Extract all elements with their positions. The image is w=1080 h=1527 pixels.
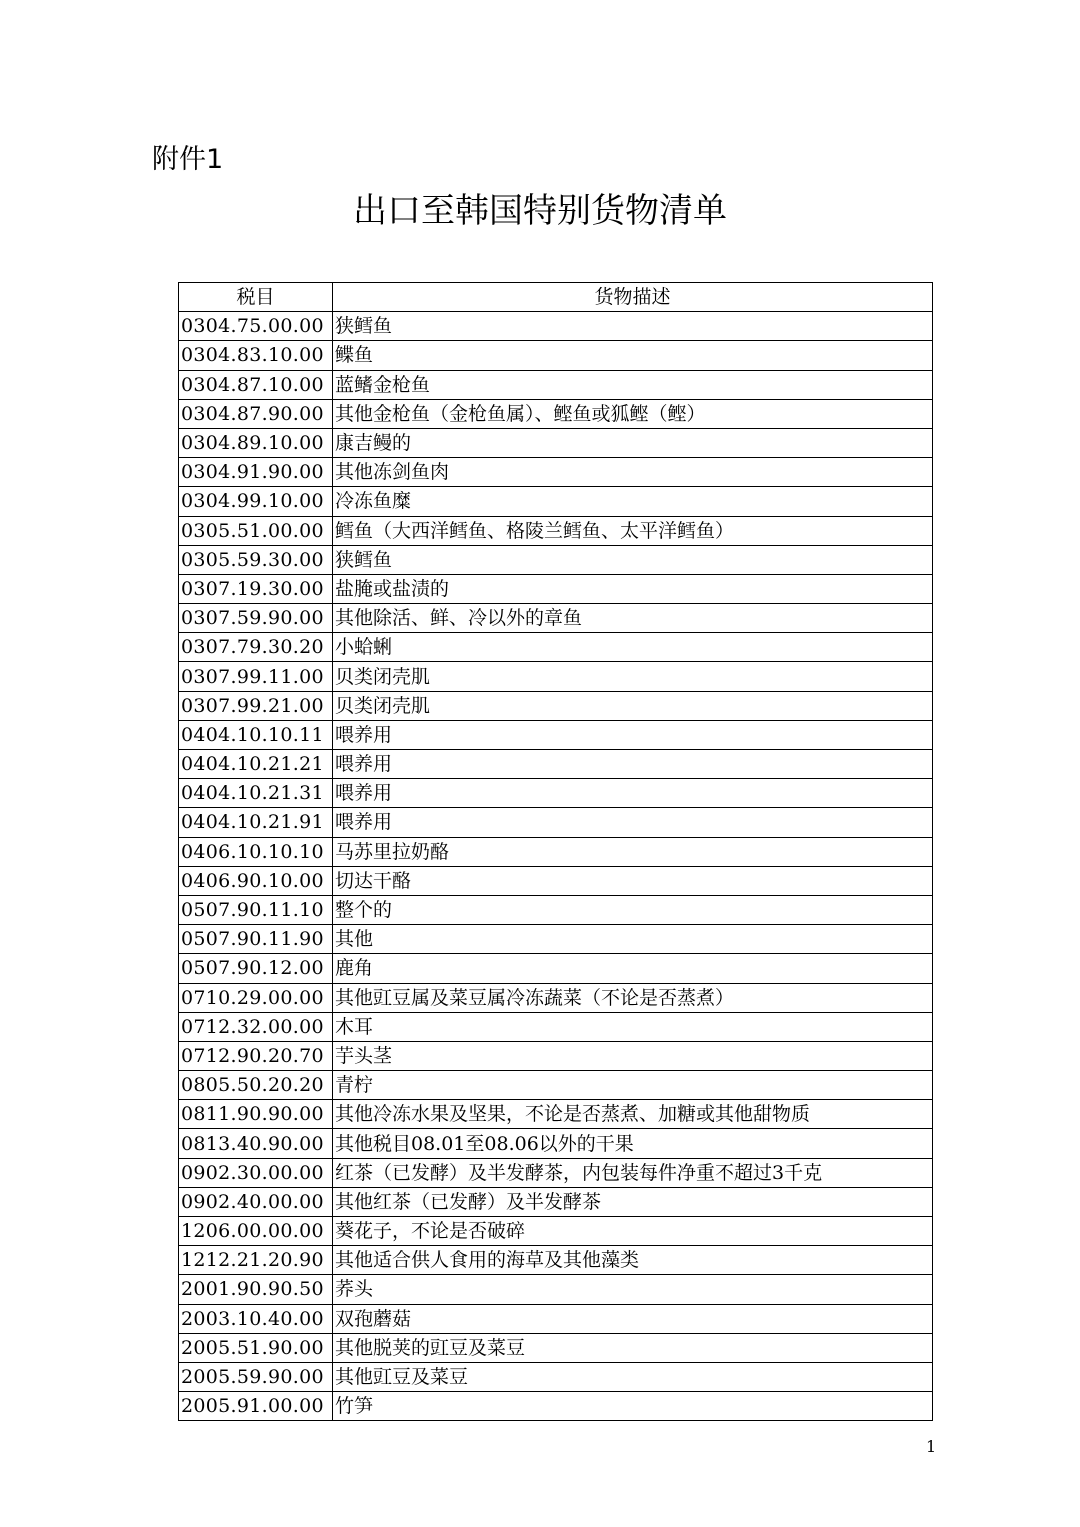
table-row	[179, 895, 933, 924]
description-cell: 其他金枪鱼（金枪鱼属）、鲣鱼或狐鲣（鲣）	[333, 399, 933, 428]
tariff-code-cell: 0307.99.11.00	[179, 662, 333, 691]
description-cell: 喂养用	[333, 750, 933, 779]
tariff-code-cell: 0305.51.00.00	[179, 516, 333, 545]
description-cell: 双孢蘑菇	[333, 1304, 933, 1333]
description-cell: 喂养用	[333, 779, 933, 808]
description-cell: 青柠	[333, 1071, 933, 1100]
description-cell: 整个的	[333, 895, 933, 924]
tariff-code-cell: 0902.40.00.00	[179, 1187, 333, 1216]
table-row	[179, 545, 933, 574]
tariff-code-cell: 2003.10.40.00	[179, 1304, 333, 1333]
description-cell: 小蛤蜊	[333, 633, 933, 662]
tariff-code-cell: 0307.19.30.00	[179, 574, 333, 603]
tariff-code-cell: 0404.10.21.31	[179, 779, 333, 808]
description-cell: 盐腌或盐渍的	[333, 574, 933, 603]
table-row	[179, 428, 933, 457]
tariff-code-cell: 0902.30.00.00	[179, 1158, 333, 1187]
description-cell: 喂养用	[333, 720, 933, 749]
table-row	[179, 1304, 933, 1333]
table-row	[179, 1187, 933, 1216]
table-row	[179, 458, 933, 487]
description-cell: 红茶（已发酵）及半发酵茶，内包装每件净重不超过3千克	[333, 1158, 933, 1187]
description-cell: 切达干酪	[333, 866, 933, 895]
tariff-code-cell: 2001.90.90.50	[179, 1275, 333, 1304]
tariff-code-cell: 0307.59.90.00	[179, 604, 333, 633]
tariff-code-cell: 0304.89.10.00	[179, 428, 333, 457]
table-row	[179, 720, 933, 749]
table-header-row	[179, 283, 933, 312]
table-row	[179, 1158, 933, 1187]
tariff-code-cell: 0307.99.21.00	[179, 691, 333, 720]
tariff-code-cell: 0304.83.10.00	[179, 341, 333, 370]
description-cell: 木耳	[333, 1012, 933, 1041]
table-row	[179, 487, 933, 516]
description-cell: 其他脱荚的豇豆及菜豆	[333, 1333, 933, 1362]
table-row	[179, 837, 933, 866]
table-row	[179, 1100, 933, 1129]
table-row	[179, 1392, 933, 1421]
table-row	[179, 341, 933, 370]
tariff-code-cell: 0507.90.11.10	[179, 895, 333, 924]
tariff-code-cell: 0406.10.10.10	[179, 837, 333, 866]
description-cell: 荞头	[333, 1275, 933, 1304]
tariff-code-cell: 0305.59.30.00	[179, 545, 333, 574]
table-row	[179, 604, 933, 633]
attachment-label: 附件1	[152, 144, 224, 175]
description-cell: 狭鳕鱼	[333, 545, 933, 574]
tariff-code-cell: 0304.87.10.00	[179, 370, 333, 399]
description-cell: 贝类闭壳肌	[333, 691, 933, 720]
description-cell: 葵花子，不论是否破碎	[333, 1217, 933, 1246]
tariff-code-cell: 0406.90.10.00	[179, 866, 333, 895]
tariff-code-cell: 2005.59.90.00	[179, 1362, 333, 1391]
description-cell: 蓝鳍金枪鱼	[333, 370, 933, 399]
description-cell: 其他适合供人食用的海草及其他藻类	[333, 1246, 933, 1275]
description-cell: 其他豇豆及菜豆	[333, 1362, 933, 1391]
tariff-code-cell: 0404.10.21.21	[179, 750, 333, 779]
table-row	[179, 312, 933, 341]
description-cell: 竹笋	[333, 1392, 933, 1421]
description-cell: 鹿角	[333, 954, 933, 983]
tariff-code-cell: 0710.29.00.00	[179, 983, 333, 1012]
description-cell: 贝类闭壳肌	[333, 662, 933, 691]
description-cell: 其他除活、鲜、冷以外的章鱼	[333, 604, 933, 633]
tariff-code-cell: 0304.87.90.00	[179, 399, 333, 428]
tariff-code-cell: 2005.51.90.00	[179, 1333, 333, 1362]
description-cell: 马苏里拉奶酪	[333, 837, 933, 866]
table-row	[179, 1217, 933, 1246]
tariff-code-cell: 0712.90.20.70	[179, 1041, 333, 1070]
description-cell: 鳕鱼（大西洋鳕鱼、格陵兰鳕鱼、太平洋鳕鱼）	[333, 516, 933, 545]
description-cell: 芋头茎	[333, 1041, 933, 1070]
table-row	[179, 1333, 933, 1362]
table-row	[179, 574, 933, 603]
table-row	[179, 1275, 933, 1304]
table-row	[179, 399, 933, 428]
tariff-code-cell: 0712.32.00.00	[179, 1012, 333, 1041]
description-cell: 其他冻剑鱼肉	[333, 458, 933, 487]
table-row	[179, 925, 933, 954]
description-cell: 其他	[333, 925, 933, 954]
table-row	[179, 808, 933, 837]
description-cell: 其他冷冻水果及坚果，不论是否蒸煮、加糖或其他甜物质	[333, 1100, 933, 1129]
table-row	[179, 516, 933, 545]
tariff-code-cell: 0307.79.30.20	[179, 633, 333, 662]
tariff-code-cell: 0404.10.21.91	[179, 808, 333, 837]
description-cell: 其他税目08.01至08.06以外的干果	[333, 1129, 933, 1158]
description-cell: 鲽鱼	[333, 341, 933, 370]
tariff-code-cell: 1206.00.00.00	[179, 1217, 333, 1246]
table-row	[179, 954, 933, 983]
tariff-code-cell: 0813.40.90.00	[179, 1129, 333, 1158]
table-row	[179, 1129, 933, 1158]
table-row	[179, 691, 933, 720]
table-row	[179, 779, 933, 808]
table-row	[179, 1012, 933, 1041]
tariff-code-cell: 0507.90.12.00	[179, 954, 333, 983]
table-row	[179, 866, 933, 895]
table-row	[179, 1071, 933, 1100]
tariff-code-cell: 0507.90.11.90	[179, 925, 333, 954]
document-title: 出口至韩国特别货物清单	[353, 191, 727, 231]
description-cell: 冷冻鱼糜	[333, 487, 933, 516]
tariff-code-cell: 0805.50.20.20	[179, 1071, 333, 1100]
table-row	[179, 1362, 933, 1391]
description-cell: 喂养用	[333, 808, 933, 837]
description-cell: 其他豇豆属及菜豆属冷冻蔬菜（不论是否蒸煮）	[333, 983, 933, 1012]
description-cell: 其他红茶（已发酵）及半发酵茶	[333, 1187, 933, 1216]
header-tariff-code: 税目	[179, 283, 333, 312]
table-row	[179, 1041, 933, 1070]
table-row	[179, 370, 933, 399]
table-row	[179, 633, 933, 662]
tariff-code-cell: 2005.91.00.00	[179, 1392, 333, 1421]
page-number: 1	[926, 1437, 937, 1456]
tariff-code-cell: 1212.21.20.90	[179, 1246, 333, 1275]
tariff-code-cell: 0404.10.10.11	[179, 720, 333, 749]
description-cell: 康吉鳗的	[333, 428, 933, 457]
table-row	[179, 983, 933, 1012]
tariff-code-cell: 0304.91.90.00	[179, 458, 333, 487]
tariff-code-cell: 0304.75.00.00	[179, 312, 333, 341]
description-cell: 狭鳕鱼	[333, 312, 933, 341]
goods-table	[178, 282, 933, 1421]
tariff-code-cell: 0811.90.90.00	[179, 1100, 333, 1129]
table-row	[179, 750, 933, 779]
table-row	[179, 662, 933, 691]
table-row	[179, 1246, 933, 1275]
tariff-code-cell: 0304.99.10.00	[179, 487, 333, 516]
header-description: 货物描述	[333, 283, 933, 312]
